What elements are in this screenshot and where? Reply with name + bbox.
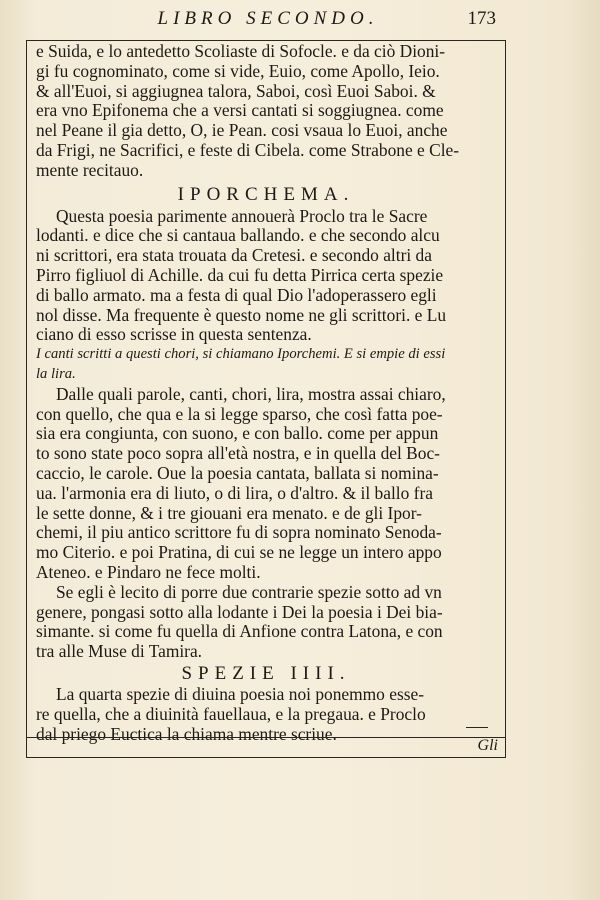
- text-line: mente recitauo.: [36, 160, 144, 180]
- footer-rule: [26, 737, 506, 738]
- text-line: genere, pongasi sotto alla lodante i Dei la poesia i Dei bia-: [36, 602, 443, 622]
- text-line: mo Citerio. e poi Pratina, di cui se ne legge un intero appo: [36, 543, 442, 563]
- footer-rule-lower: [26, 757, 506, 758]
- text-line: ni scrittori, era stata trouata da Cretesi. e secondo altri da: [36, 246, 432, 266]
- text-line: ciano di esso scrisse in questa sentenza.: [36, 325, 312, 345]
- text-line: nel Peane il gia detto, O, ie Pean. cosi vsaua lo Euoi, anche: [36, 121, 448, 141]
- text-line: nol disse. Ma frequente è questo nome ne gli scrittori. e Lu: [36, 305, 447, 325]
- line-end-dash: [466, 727, 488, 728]
- section-heading-spezie: SPEZIE IIII.: [181, 662, 351, 684]
- text-line: La quarta spezie di diuina poesia noi ponemmo esse-: [56, 684, 424, 704]
- text-line: di ballo armato. ma a festa di qual Dio l'adoperassero egli: [36, 285, 437, 305]
- text-line: da Frigi, ne Sacrifici, e feste di Cibela. come Strabone e Cle-: [36, 140, 460, 160]
- text-line: le sette donne, & i tre giouani era menato. e de gli Ipor-: [36, 503, 422, 523]
- text-line: con quello, che qua e la si legge sparso, che così fatta poe-: [36, 404, 443, 424]
- text-line: tra alle Muse di Tamira.: [36, 642, 203, 662]
- text-line: caccio, le carole. Oue la poesia cantata, ballata si nomina-: [36, 463, 439, 483]
- quote-line: I canti scritti a questi chori, si chiamano Iporchemi. E si empie di essi: [36, 346, 446, 363]
- text-line: Se egli è lecito di porre due contrarie spezie sotto ad vn: [56, 582, 442, 602]
- text-line: dal priego Euctica la chiama mentre scriue.: [36, 724, 337, 744]
- text-line: Ateneo. e Pindaro ne fece molti.: [36, 562, 261, 582]
- text-line: Questa poesia parimente annouerà Proclo tra le Sacre: [56, 206, 428, 226]
- text-line: ua. l'armonia era di liuto, o di lira, o d'altro. & il ballo fra: [36, 483, 433, 503]
- text-line: era vno Epifonema che a versi cantati si soggiugnea. come: [36, 101, 444, 121]
- main-text: [36, 42, 496, 744]
- text-line: e Suida, e lo antedetto Scoliaste di Sofocle. e da ciò Dioni-: [36, 42, 446, 61]
- text-line: re quella, che a diuinità fauellaua, e la pregaua. e Proclo: [36, 704, 426, 724]
- running-title: LIBRO SECONDO.: [157, 8, 379, 29]
- text-line: Pirro figliuol di Achille. da cui fu detta Pirrica certa spezie: [36, 265, 444, 285]
- text-line: Dalle quali parole, canti, chori, lira, mostra assai chiaro,: [56, 384, 446, 404]
- text-line: & all'Euoi, si aggiugnea talora, Saboi, così Euoi Saboi. &: [36, 81, 436, 101]
- text-line: lodanti. e dice che si cantaua ballando. e che secondo alcu: [36, 226, 440, 246]
- quote-line: la lira.: [36, 365, 76, 382]
- text-line: to sono state poco sopra all'età nostra, e in quella del Boc-: [36, 444, 440, 464]
- text-line: gi fu cognominato, come si vide, Euio, come Apollo, Ieio.: [36, 61, 440, 81]
- section-heading-iporchema: IPORCHEMA.: [177, 183, 355, 205]
- catchword: Gli: [477, 737, 498, 754]
- text-line: chemi, il piu antico scrittore fu di sopra nominato Senoda-: [36, 523, 442, 543]
- text-line: simante. si come fu quella di Anfione contra Latona, e con: [36, 622, 443, 642]
- page-number: 173: [467, 8, 496, 29]
- text-line: sia era congiunta, con suono, e con ballo. come per appun: [36, 424, 439, 444]
